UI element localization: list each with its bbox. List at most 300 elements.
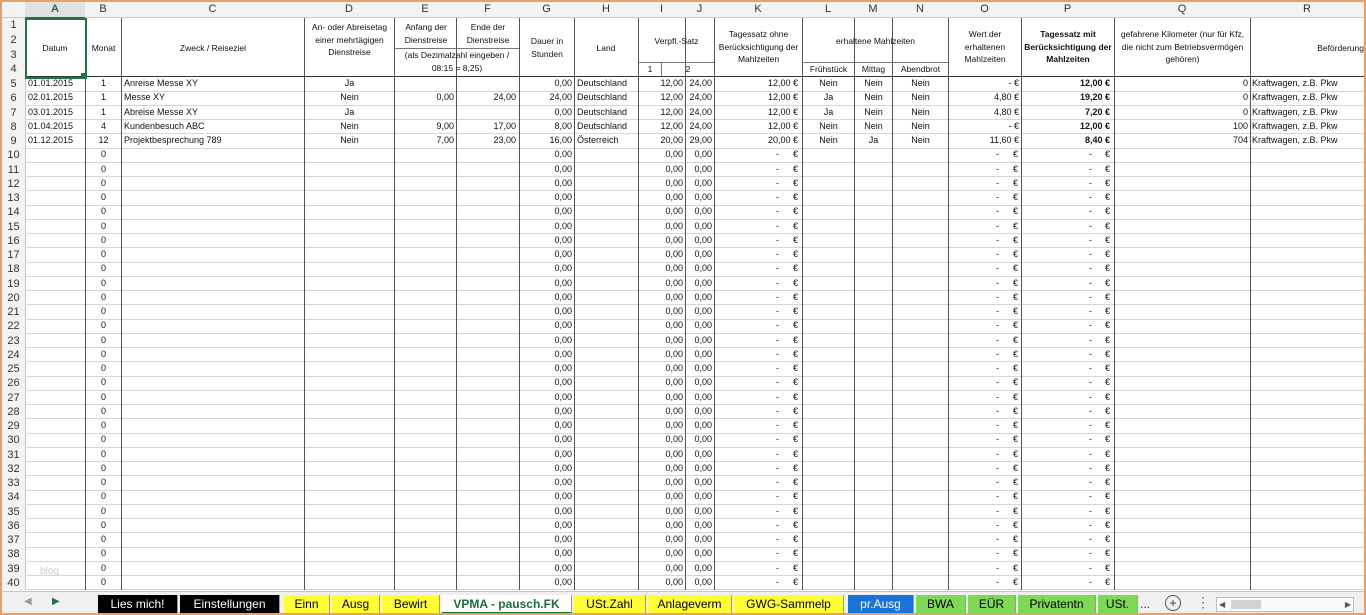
cell-verpfl-2[interactable]: 29,00 <box>689 135 712 145</box>
cell-wert-dash[interactable]: - <box>996 491 999 502</box>
cell-wert-dash[interactable]: - <box>996 177 999 188</box>
cell-datum[interactable]: 02.01.2015 <box>28 92 74 103</box>
cell-verpfl-2[interactable]: 0,00 <box>694 462 712 473</box>
cell-wert-dash[interactable]: - <box>996 348 999 359</box>
cell-verpfl-2[interactable]: 0,00 <box>694 562 712 573</box>
cell-tagessatz-ohne[interactable]: 12,00 € <box>767 106 798 117</box>
cell-dauer[interactable]: 0,00 <box>554 505 572 516</box>
row-header[interactable]: 19 <box>2 277 25 291</box>
cell-wert-dash[interactable]: - <box>996 562 999 573</box>
cell-tagessatz-mit-dash[interactable]: - <box>1089 477 1092 487</box>
cell-tagessatz-ohne-euro[interactable]: € <box>792 177 798 188</box>
cell-tagessatz-mit-dash[interactable]: - <box>1089 576 1092 587</box>
cell-verpfl-2[interactable]: 0,00 <box>694 249 712 259</box>
cell-monat[interactable]: 0 <box>100 334 106 345</box>
cell-km[interactable]: 100 <box>1232 120 1248 131</box>
tab-ausg[interactable]: Ausg <box>332 595 380 614</box>
cell-wert-euro[interactable]: € <box>1012 377 1018 388</box>
cell-tagessatz-ohne-euro[interactable]: € <box>792 505 798 516</box>
cell-verpfl-2[interactable]: 0,00 <box>694 192 712 202</box>
cell-dauer[interactable]: 0,00 <box>554 448 572 459</box>
cell-abreise[interactable]: Nein <box>340 92 359 103</box>
cell-wert-dash[interactable]: - <box>996 448 999 459</box>
cell-tagessatz-ohne-dash[interactable]: - <box>776 320 779 331</box>
row-header[interactable]: 29 <box>2 419 25 433</box>
row-header[interactable]: 39 <box>2 562 25 576</box>
cell-wert-euro[interactable]: € <box>1012 234 1018 245</box>
cell-tagessatz-mit-dash[interactable]: - <box>1089 505 1092 516</box>
cell-wert-euro[interactable]: € <box>1012 548 1018 559</box>
cell-ende[interactable]: 24,00 <box>493 92 516 103</box>
cell-tagessatz-ohne-euro[interactable]: € <box>792 206 798 217</box>
cell-verpfl-1[interactable]: 0,00 <box>665 576 683 587</box>
row-header[interactable]: 27 <box>2 391 25 405</box>
cell-tagessatz-ohne-euro[interactable]: € <box>792 491 798 502</box>
cell-tagessatz-mit-dash[interactable]: - <box>1089 206 1092 217</box>
cell-tagessatz-mit-euro[interactable]: € <box>1104 505 1110 516</box>
cell-monat[interactable]: 0 <box>100 363 106 373</box>
scroll-right-icon[interactable]: ▶ <box>52 596 60 607</box>
cell-tagessatz-mit-dash[interactable]: - <box>1089 348 1092 359</box>
cell-verpfl-2[interactable]: 0,00 <box>694 334 712 345</box>
cell-dauer[interactable]: 0,00 <box>554 420 572 430</box>
cell-mittag[interactable]: Nein <box>864 106 883 117</box>
cell-wert-euro[interactable]: € <box>1012 519 1018 530</box>
cell-befoerderung[interactable]: Kraftwagen, z.B. Pkw <box>1252 106 1338 117</box>
tab-more-button[interactable]: ... <box>1140 597 1151 611</box>
cell-tagessatz-mit-euro[interactable]: € <box>1104 192 1110 202</box>
cell-wert-euro[interactable]: € <box>1012 149 1018 160</box>
cell-verpfl-1[interactable]: 12,00 <box>660 120 683 131</box>
cell-monat[interactable]: 0 <box>100 391 106 402</box>
cell-wert-euro[interactable]: € <box>1012 405 1018 416</box>
cell-km[interactable]: 0 <box>1242 78 1248 88</box>
cell-verpfl-2[interactable]: 24,00 <box>689 78 712 88</box>
cell-dauer[interactable]: 0,00 <box>554 206 572 217</box>
cell-datum[interactable]: 03.01.2015 <box>28 106 74 117</box>
cell-tagessatz-ohne-euro[interactable]: € <box>792 434 798 445</box>
cell-tagessatz-ohne-euro[interactable]: € <box>792 263 798 274</box>
cell-abendbrot[interactable]: Nein <box>911 106 930 117</box>
cell-monat[interactable]: 0 <box>100 206 106 217</box>
cell-monat[interactable]: 0 <box>100 477 106 487</box>
cell-dauer[interactable]: 0,00 <box>554 320 572 331</box>
cell-verpfl-1[interactable]: 20,00 <box>660 135 683 145</box>
row-header-3[interactable]: 3 <box>2 48 25 62</box>
cell-wert-dash[interactable]: - <box>996 363 999 373</box>
cell-km[interactable]: 0 <box>1242 106 1248 117</box>
cell-tagessatz-ohne-dash[interactable]: - <box>776 420 779 430</box>
cell-dauer[interactable]: 0,00 <box>554 363 572 373</box>
cell-dauer[interactable]: 0,00 <box>554 306 572 316</box>
cell-wert-dash[interactable]: - <box>996 277 999 288</box>
cell-monat[interactable]: 0 <box>100 405 106 416</box>
cell-dauer[interactable]: 0,00 <box>554 220 572 231</box>
cell-tagessatz-mit[interactable]: 8,40 € <box>1084 135 1110 145</box>
cell-befoerderung[interactable]: Kraftwagen, z.B. Pkw <box>1252 120 1338 131</box>
cell-monat[interactable]: 0 <box>100 420 106 430</box>
cell-tagessatz-mit-euro[interactable]: € <box>1104 234 1110 245</box>
row-header-1[interactable]: 1 <box>2 18 25 32</box>
scroll-left-icon[interactable]: ◀ <box>24 596 32 607</box>
cell-tagessatz-ohne-euro[interactable]: € <box>792 306 798 316</box>
cell-wert-euro[interactable]: € <box>1012 177 1018 188</box>
cell-dauer[interactable]: 0,00 <box>554 249 572 259</box>
select-all-corner[interactable] <box>2 2 25 18</box>
row-header[interactable]: 13 <box>2 191 25 205</box>
cell-tagessatz-mit-dash[interactable]: - <box>1089 249 1092 259</box>
row-header[interactable]: 8 <box>2 120 25 134</box>
cell-abendbrot[interactable]: Nein <box>911 92 930 103</box>
cell-verpfl-2[interactable]: 0,00 <box>694 420 712 430</box>
row-header[interactable]: 37 <box>2 533 25 547</box>
cell-zweck[interactable]: Kundenbesuch ABC <box>124 120 205 131</box>
cell-verpfl-1[interactable]: 0,00 <box>665 562 683 573</box>
row-header[interactable]: 30 <box>2 433 25 447</box>
cell-monat[interactable]: 0 <box>100 348 106 359</box>
cell-verpfl-1[interactable]: 0,00 <box>665 519 683 530</box>
cell-verpfl-1[interactable]: 0,00 <box>665 477 683 487</box>
cell-verpfl-2[interactable]: 0,00 <box>694 348 712 359</box>
cell-wert-dash[interactable]: - <box>996 477 999 487</box>
cell-wert-euro[interactable]: € <box>1012 505 1018 516</box>
cell-tagessatz-mit-euro[interactable]: € <box>1104 477 1110 487</box>
cell-verpfl-2[interactable]: 0,00 <box>694 234 712 245</box>
tab-vpma-pausch-fk[interactable]: VPMA - pausch.FK <box>442 595 572 614</box>
cell-tagessatz-mit-euro[interactable]: € <box>1104 334 1110 345</box>
cell-tagessatz-mit-dash[interactable]: - <box>1089 377 1092 388</box>
cell-verpfl-1[interactable]: 0,00 <box>665 348 683 359</box>
cell-tagessatz-mit-euro[interactable]: € <box>1104 534 1110 544</box>
cell-dauer[interactable]: 0,00 <box>554 548 572 559</box>
row-header[interactable]: 12 <box>2 177 25 191</box>
tab-anlageverm[interactable]: Anlageverm <box>648 595 732 614</box>
cell-verpfl-2[interactable]: 0,00 <box>694 477 712 487</box>
cell-tagessatz-ohne-euro[interactable]: € <box>792 363 798 373</box>
tab-lies-mich-[interactable]: Lies mich! <box>98 595 178 614</box>
cell-monat[interactable]: 0 <box>100 249 106 259</box>
cell-verpfl-2[interactable]: 0,00 <box>694 163 712 174</box>
cell-monat[interactable]: 0 <box>100 320 106 331</box>
cell-tagessatz-mit-dash[interactable]: - <box>1089 291 1092 302</box>
cell-verpfl-1[interactable]: 0,00 <box>665 163 683 174</box>
cell-dauer[interactable]: 8,00 <box>554 120 572 131</box>
cell-tagessatz-mit-euro[interactable]: € <box>1104 348 1110 359</box>
cell-tagessatz-ohne-euro[interactable]: € <box>792 391 798 402</box>
cell-tagessatz-ohne-dash[interactable]: - <box>776 391 779 402</box>
cell-tagessatz-mit-dash[interactable]: - <box>1089 320 1092 331</box>
cell-tagessatz-mit-euro[interactable]: € <box>1104 391 1110 402</box>
cell-verpfl-2[interactable]: 0,00 <box>694 320 712 331</box>
column-header-m[interactable]: M <box>854 2 892 18</box>
cell-land[interactable]: Deutschland <box>577 120 628 131</box>
row-header[interactable]: 36 <box>2 519 25 533</box>
tab-privatentn[interactable]: Privatentn <box>1018 595 1096 614</box>
cell-wert-euro[interactable]: € <box>1012 491 1018 502</box>
cell-tagessatz-ohne[interactable]: 12,00 € <box>767 92 798 103</box>
cell-tagessatz-ohne-dash[interactable]: - <box>776 220 779 231</box>
cell-dauer[interactable]: 0,00 <box>554 334 572 345</box>
options-icon[interactable]: ⋮ <box>1196 594 1210 610</box>
cell-wert-euro[interactable]: € <box>1012 434 1018 445</box>
cell-wert-dash[interactable]: - <box>996 220 999 231</box>
cell-tagessatz-ohne-euro[interactable]: € <box>792 220 798 231</box>
cell-dauer[interactable]: 0,00 <box>554 177 572 188</box>
cell-verpfl-2[interactable]: 24,00 <box>689 92 712 103</box>
row-header[interactable]: 28 <box>2 405 25 419</box>
cell-anfang[interactable]: 7,00 <box>436 135 454 145</box>
cell-ende[interactable]: 17,00 <box>493 120 516 131</box>
cell-abendbrot[interactable]: Nein <box>911 120 930 131</box>
cell-monat[interactable]: 0 <box>100 448 106 459</box>
cell-wert-euro[interactable]: € <box>1012 249 1018 259</box>
cell-verpfl-1[interactable]: 0,00 <box>665 306 683 316</box>
cell-wert-euro[interactable]: € <box>1012 291 1018 302</box>
cell-dauer[interactable]: 0,00 <box>554 78 572 88</box>
cell-mittag[interactable]: Nein <box>864 78 883 88</box>
cell-abreise[interactable]: Nein <box>340 120 359 131</box>
cell-abreise[interactable]: Ja <box>344 106 355 117</box>
column-header-q[interactable]: Q <box>1114 2 1250 18</box>
cell-monat[interactable]: 0 <box>100 548 106 559</box>
column-header-j[interactable]: J <box>685 2 714 18</box>
row-header-4[interactable]: 4 <box>2 62 25 76</box>
column-header-f[interactable]: F <box>456 2 519 18</box>
cell-verpfl-2[interactable]: 24,00 <box>689 120 712 131</box>
column-header-b[interactable]: B <box>85 2 121 18</box>
cell-tagessatz-mit-euro[interactable]: € <box>1104 206 1110 217</box>
cell-tagessatz-mit-dash[interactable]: - <box>1089 334 1092 345</box>
cell-monat[interactable]: 0 <box>100 519 106 530</box>
cell-datum[interactable]: 01.01.2015 <box>28 78 74 88</box>
cell-verpfl-2[interactable]: 0,00 <box>694 377 712 388</box>
column-header-e[interactable]: E <box>394 2 456 18</box>
cell-tagessatz-ohne-dash[interactable]: - <box>776 462 779 473</box>
cell-wert-euro[interactable]: € <box>1012 306 1018 316</box>
cell-tagessatz-mit-dash[interactable]: - <box>1089 177 1092 188</box>
row-header[interactable]: 9 <box>2 134 25 148</box>
cell-verpfl-2[interactable]: 0,00 <box>694 548 712 559</box>
cell-tagessatz-mit[interactable]: 19,20 € <box>1079 92 1110 103</box>
cell-verpfl-2[interactable]: 24,00 <box>689 106 712 117</box>
cell-tagessatz-ohne-euro[interactable]: € <box>792 576 798 587</box>
cell-tagessatz-ohne-dash[interactable]: - <box>776 548 779 559</box>
cell-tagessatz-ohne[interactable]: 12,00 € <box>767 78 798 88</box>
cell-tagessatz-ohne-dash[interactable]: - <box>776 234 779 245</box>
cell-wert-euro[interactable]: € <box>1012 192 1018 202</box>
cell-wert-euro[interactable]: € <box>1012 220 1018 231</box>
cell-fruehstueck[interactable]: Ja <box>823 106 834 117</box>
cell-tagessatz-ohne-dash[interactable]: - <box>776 149 779 160</box>
cell-tagessatz-ohne-dash[interactable]: - <box>776 363 779 373</box>
cell-verpfl-1[interactable]: 0,00 <box>665 434 683 445</box>
cell-monat[interactable]: 0 <box>100 576 106 587</box>
cell-dauer[interactable]: 0,00 <box>554 519 572 530</box>
cell-fruehstueck[interactable]: Ja <box>823 92 834 103</box>
cell-tagessatz-mit-dash[interactable]: - <box>1089 448 1092 459</box>
cell-dauer[interactable]: 0,00 <box>554 263 572 274</box>
cell-tagessatz-mit[interactable]: 12,00 € <box>1079 78 1110 88</box>
cell-wert-dash[interactable]: - <box>996 548 999 559</box>
row-header[interactable]: 38 <box>2 547 25 561</box>
cell-dauer[interactable]: 0,00 <box>554 434 572 445</box>
cell-dauer[interactable]: 16,00 <box>549 135 572 145</box>
cell-tagessatz-mit-dash[interactable]: - <box>1089 491 1092 502</box>
cell-tagessatz-ohne-euro[interactable]: € <box>792 377 798 388</box>
column-header-i[interactable]: I <box>638 2 685 18</box>
scrollbar-thumb[interactable] <box>1231 600 1261 609</box>
row-header[interactable]: 17 <box>2 248 25 262</box>
cell-wert-dash[interactable]: - <box>996 263 999 274</box>
cell-datum[interactable]: 01.04.2015 <box>28 120 74 131</box>
cell-tagessatz-ohne-dash[interactable]: - <box>776 206 779 217</box>
cell-monat[interactable]: 1 <box>100 106 106 117</box>
cell-tagessatz-mit-euro[interactable]: € <box>1104 363 1110 373</box>
cell-tagessatz-ohne-dash[interactable]: - <box>776 348 779 359</box>
cell-dauer[interactable]: 0,00 <box>554 234 572 245</box>
cell-tagessatz-ohne[interactable]: 20,00 € <box>767 135 798 145</box>
cell-verpfl-1[interactable]: 12,00 <box>660 106 683 117</box>
cell-monat[interactable]: 12 <box>98 135 109 145</box>
cell-monat[interactable]: 0 <box>100 562 106 573</box>
cell-tagessatz-mit-dash[interactable]: - <box>1089 562 1092 573</box>
cell-tagessatz-ohne-dash[interactable]: - <box>776 534 779 544</box>
cell-verpfl-1[interactable]: 0,00 <box>665 192 683 202</box>
cell-verpfl-2[interactable]: 0,00 <box>694 177 712 188</box>
column-header-h[interactable]: H <box>574 2 638 18</box>
tab-pr-ausg[interactable]: pr.Ausg <box>848 595 914 614</box>
cell-wert-dash[interactable]: - <box>996 234 999 245</box>
row-header[interactable]: 40 <box>2 576 25 590</box>
worksheet-grid[interactable] <box>2 2 1364 590</box>
cell-verpfl-1[interactable]: 0,00 <box>665 448 683 459</box>
cell-ende[interactable]: 23,00 <box>493 135 516 145</box>
cell-tagessatz-ohne-euro[interactable]: € <box>792 519 798 530</box>
tab-einstellungen[interactable]: Einstellungen <box>180 595 280 614</box>
cell-zweck[interactable]: Messe XY <box>124 92 166 103</box>
cell-tagessatz-mit-dash[interactable]: - <box>1089 434 1092 445</box>
cell-verpfl-2[interactable]: 0,00 <box>694 277 712 288</box>
cell-monat[interactable]: 0 <box>100 505 106 516</box>
cell-tagessatz-ohne-dash[interactable]: - <box>776 192 779 202</box>
cell-tagessatz-ohne-dash[interactable]: - <box>776 277 779 288</box>
cell-dauer[interactable]: 0,00 <box>554 291 572 302</box>
cell-fruehstueck[interactable]: Nein <box>819 135 838 145</box>
cell-wert-dash[interactable]: - <box>996 206 999 217</box>
cell-wert-euro[interactable]: € <box>1012 391 1018 402</box>
cell-wert-dash[interactable]: - <box>996 249 999 259</box>
cell-wert-dash[interactable]: - <box>996 519 999 530</box>
tab-bewirt[interactable]: Bewirt <box>382 595 440 614</box>
cell-tagessatz-mit-dash[interactable]: - <box>1089 234 1092 245</box>
row-header[interactable]: 20 <box>2 291 25 305</box>
cell-tagessatz-mit[interactable]: 12,00 € <box>1079 120 1110 131</box>
cell-mittag[interactable]: Ja <box>868 135 879 145</box>
cell-verpfl-1[interactable]: 0,00 <box>665 405 683 416</box>
cell-tagessatz-mit-euro[interactable]: € <box>1104 420 1110 430</box>
add-sheet-icon[interactable]: + <box>1165 595 1181 611</box>
cell-monat[interactable]: 0 <box>100 277 106 288</box>
scrollbar-right-arrow-icon[interactable]: ▶ <box>1344 600 1351 609</box>
cell-verpfl-1[interactable]: 12,00 <box>660 92 683 103</box>
column-header-o[interactable]: O <box>948 2 1021 18</box>
cell-tagessatz-ohne-dash[interactable]: - <box>776 576 779 587</box>
cell-verpfl-1[interactable]: 0,00 <box>665 320 683 331</box>
cell-tagessatz-mit-euro[interactable]: € <box>1104 249 1110 259</box>
cell-wert[interactable]: 4,80 € <box>993 106 1019 117</box>
cell-verpfl-1[interactable]: 0,00 <box>665 206 683 217</box>
tab-eür[interactable]: EÜR <box>968 595 1016 614</box>
cell-tagessatz-ohne-euro[interactable]: € <box>792 249 798 259</box>
cell-dauer[interactable]: 0,00 <box>554 277 572 288</box>
cell-abreise[interactable]: Nein <box>340 135 359 145</box>
cell-tagessatz-mit-euro[interactable]: € <box>1104 448 1110 459</box>
cell-land[interactable]: Deutschland <box>577 92 628 103</box>
cell-abreise[interactable]: Ja <box>344 78 355 88</box>
cell-verpfl-1[interactable]: 0,00 <box>665 391 683 402</box>
row-header[interactable]: 11 <box>2 163 25 177</box>
cell-verpfl-2[interactable]: 0,00 <box>694 448 712 459</box>
row-header[interactable]: 21 <box>2 305 25 319</box>
row-header[interactable]: 35 <box>2 505 25 519</box>
row-header[interactable]: 7 <box>2 106 25 120</box>
cell-wert-dash[interactable]: - <box>996 192 999 202</box>
cell-verpfl-1[interactable]: 0,00 <box>665 234 683 245</box>
cell-tagessatz-ohne-dash[interactable]: - <box>776 491 779 502</box>
row-header[interactable]: 10 <box>2 148 25 162</box>
cell-wert-dash[interactable]: - <box>996 391 999 402</box>
row-header[interactable]: 16 <box>2 234 25 248</box>
cell-tagessatz-mit-dash[interactable]: - <box>1089 277 1092 288</box>
cell-verpfl-2[interactable]: 0,00 <box>694 306 712 316</box>
column-header-r[interactable]: R <box>1250 2 1364 18</box>
column-header-p[interactable]: P <box>1021 2 1114 18</box>
cell-tagessatz-ohne-dash[interactable]: - <box>776 477 779 487</box>
cell-dauer[interactable]: 0,00 <box>554 377 572 388</box>
cell-monat[interactable]: 1 <box>100 78 106 88</box>
cell-tagessatz-mit-euro[interactable]: € <box>1104 306 1110 316</box>
cell-tagessatz-ohne-euro[interactable]: € <box>792 149 798 160</box>
cell-tagessatz-ohne-euro[interactable]: € <box>792 334 798 345</box>
cell-wert-dash[interactable]: - <box>996 576 999 587</box>
cell-dauer[interactable]: 0,00 <box>554 106 572 117</box>
cell-wert-euro[interactable]: € <box>1012 363 1018 373</box>
cell-monat[interactable]: 0 <box>100 192 106 202</box>
cell-monat[interactable]: 0 <box>100 291 106 302</box>
cell-tagessatz-ohne-dash[interactable]: - <box>776 448 779 459</box>
cell-dauer[interactable]: 0,00 <box>554 149 572 160</box>
cell-tagessatz-mit-euro[interactable]: € <box>1104 149 1110 160</box>
cell-verpfl-2[interactable]: 0,00 <box>694 405 712 416</box>
cell-tagessatz-ohne-dash[interactable]: - <box>776 306 779 316</box>
cell-mittag[interactable]: Nein <box>864 92 883 103</box>
column-header-d[interactable]: D <box>304 2 394 18</box>
cell-tagessatz-ohne-euro[interactable]: € <box>792 448 798 459</box>
cell-tagessatz-mit[interactable]: 7,20 € <box>1084 106 1110 117</box>
cell-dauer[interactable]: 0,00 <box>554 491 572 502</box>
cell-monat[interactable]: 0 <box>100 163 106 174</box>
cell-verpfl-2[interactable]: 0,00 <box>694 505 712 516</box>
cell-verpfl-1[interactable]: 0,00 <box>665 548 683 559</box>
cell-monat[interactable]: 0 <box>100 263 106 274</box>
cell-tagessatz-ohne-dash[interactable]: - <box>776 505 779 516</box>
cell-wert-dash[interactable]: - <box>996 334 999 345</box>
cell-tagessatz-mit-dash[interactable]: - <box>1089 462 1092 473</box>
cell-verpfl-2[interactable]: 0,00 <box>694 220 712 231</box>
row-header[interactable]: 24 <box>2 348 25 362</box>
cell-verpfl-2[interactable]: 0,00 <box>694 434 712 445</box>
cell-verpfl-2[interactable]: 0,00 <box>694 363 712 373</box>
